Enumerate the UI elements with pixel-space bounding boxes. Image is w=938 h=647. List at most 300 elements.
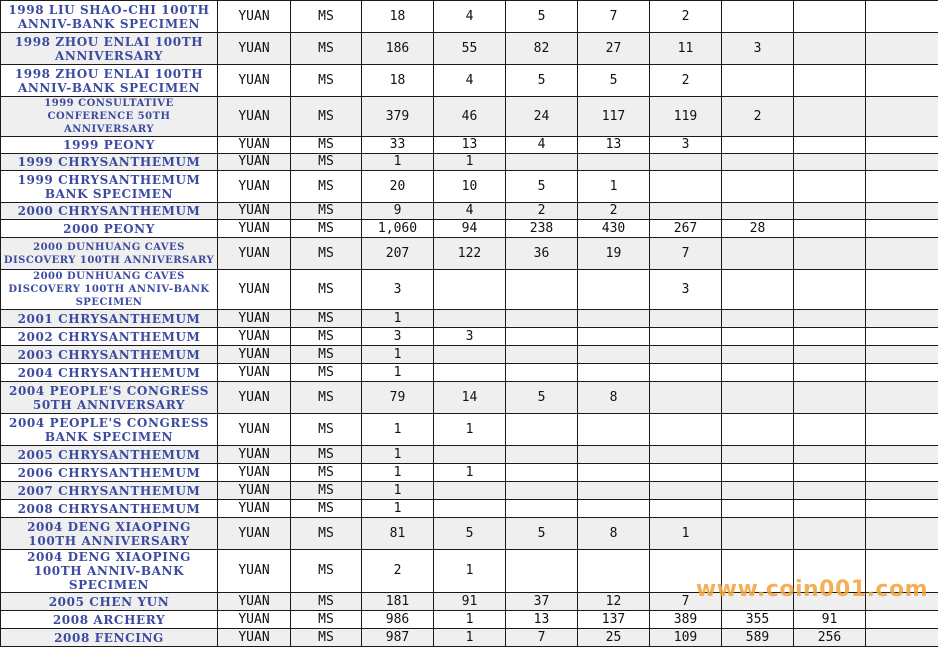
grade-count-cell <box>650 446 722 464</box>
table-row <box>1 346 938 364</box>
grade-count-cell <box>722 364 794 382</box>
table-row <box>1 1 938 33</box>
empty-cell <box>866 137 938 154</box>
grade-count-cell: 1 <box>578 171 650 203</box>
grade-cell: MS <box>291 310 362 328</box>
table-row <box>1 310 938 328</box>
grade-count-cell: 4 <box>434 203 506 220</box>
grade-count-cell <box>506 482 578 500</box>
grade-cell: MS <box>291 611 362 629</box>
coin-name-cell: 2004 DENG XIAOPING 100TH ANNIV-BANK SPECIMEN <box>1 550 218 593</box>
empty-cell <box>866 550 938 593</box>
grade-count-cell <box>794 328 866 346</box>
grade-count-cell: 1 <box>650 518 722 550</box>
grade-count-cell: 8 <box>578 382 650 414</box>
grade-count-cell <box>794 593 866 611</box>
coin-name-cell: 2003 CHRYSANTHEMUM <box>1 346 218 364</box>
grade-count-cell <box>650 382 722 414</box>
grade-count-cell <box>722 1 794 33</box>
grade-count-cell <box>794 65 866 97</box>
empty-cell <box>866 364 938 382</box>
total-cell: 9 <box>362 203 434 220</box>
table-row <box>1 500 938 518</box>
grade-count-cell: 7 <box>578 1 650 33</box>
grade-count-cell <box>794 382 866 414</box>
empty-cell <box>866 482 938 500</box>
grade-count-cell <box>722 482 794 500</box>
grade-count-cell: 1 <box>434 154 506 171</box>
grade-cell: MS <box>291 220 362 238</box>
grade-count-cell <box>506 328 578 346</box>
grade-cell: MS <box>291 33 362 65</box>
grade-count-cell <box>578 310 650 328</box>
grade-count-cell: 4 <box>506 137 578 154</box>
grade-count-cell: 7 <box>650 593 722 611</box>
coin-name-cell: 2004 CHRYSANTHEMUM <box>1 364 218 382</box>
grade-count-cell: 13 <box>578 137 650 154</box>
grade-count-cell: 5 <box>434 518 506 550</box>
coin-name-cell: 2000 DUNHUANG CAVES DISCOVERY 100TH ANNIVERSARY <box>1 238 218 270</box>
table-row <box>1 611 938 629</box>
grade-cell: MS <box>291 1 362 33</box>
unit-cell: YUAN <box>218 629 291 647</box>
table-row <box>1 328 938 346</box>
grade-cell: MS <box>291 550 362 593</box>
unit-cell: YUAN <box>218 328 291 346</box>
unit-cell: YUAN <box>218 65 291 97</box>
grade-count-cell <box>650 203 722 220</box>
grade-count-cell: 3 <box>722 33 794 65</box>
empty-cell <box>866 238 938 270</box>
table-row <box>1 33 938 65</box>
grade-count-cell <box>794 203 866 220</box>
grade-count-cell <box>722 328 794 346</box>
coin-name-cell: 2005 CHEN YUN <box>1 593 218 611</box>
grade-count-cell <box>722 593 794 611</box>
coin-name-cell: 1999 CHRYSANTHEMUM BANK SPECIMEN <box>1 171 218 203</box>
grade-cell: MS <box>291 203 362 220</box>
grade-count-cell <box>722 171 794 203</box>
grade-count-cell <box>722 270 794 310</box>
empty-cell <box>866 611 938 629</box>
table-row <box>1 518 938 550</box>
grade-count-cell <box>794 310 866 328</box>
grade-cell: MS <box>291 414 362 446</box>
empty-cell <box>866 464 938 482</box>
unit-cell: YUAN <box>218 154 291 171</box>
total-cell: 81 <box>362 518 434 550</box>
table-row <box>1 238 938 270</box>
empty-cell <box>866 629 938 647</box>
grade-count-cell: 28 <box>722 220 794 238</box>
grade-count-cell: 13 <box>506 611 578 629</box>
grade-count-cell <box>506 364 578 382</box>
empty-cell <box>866 65 938 97</box>
unit-cell: YUAN <box>218 518 291 550</box>
unit-cell: YUAN <box>218 500 291 518</box>
table-row <box>1 97 938 137</box>
grade-count-cell <box>650 550 722 593</box>
table-row <box>1 270 938 310</box>
total-cell: 207 <box>362 238 434 270</box>
total-cell: 1 <box>362 482 434 500</box>
grade-cell: MS <box>291 171 362 203</box>
grade-count-cell <box>722 137 794 154</box>
grade-count-cell <box>506 154 578 171</box>
grade-count-cell: 24 <box>506 97 578 137</box>
grade-count-cell <box>506 414 578 446</box>
grade-count-cell <box>650 464 722 482</box>
grade-count-cell: 137 <box>578 611 650 629</box>
table-row <box>1 464 938 482</box>
grade-count-cell <box>794 97 866 137</box>
grade-count-cell: 82 <box>506 33 578 65</box>
unit-cell: YUAN <box>218 238 291 270</box>
unit-cell: YUAN <box>218 464 291 482</box>
grade-count-cell <box>506 446 578 464</box>
grade-count-cell <box>434 500 506 518</box>
grade-cell: MS <box>291 137 362 154</box>
grade-cell: MS <box>291 518 362 550</box>
grade-count-cell: 25 <box>578 629 650 647</box>
grade-count-cell <box>794 346 866 364</box>
grade-count-cell <box>794 171 866 203</box>
grade-count-cell <box>794 364 866 382</box>
coin-name-cell: 1999 PEONY <box>1 137 218 154</box>
unit-cell: YUAN <box>218 171 291 203</box>
grade-cell: MS <box>291 500 362 518</box>
grade-cell: MS <box>291 482 362 500</box>
coin-name-cell: 2000 DUNHUANG CAVES DISCOVERY 100TH ANNIV-BANK SPECIMEN <box>1 270 218 310</box>
unit-cell: YUAN <box>218 1 291 33</box>
table-body <box>1 1 938 647</box>
grade-count-cell <box>650 310 722 328</box>
grade-count-cell: 355 <box>722 611 794 629</box>
grade-count-cell <box>434 446 506 464</box>
grade-count-cell <box>578 414 650 446</box>
grade-count-cell <box>794 270 866 310</box>
grade-count-cell: 389 <box>650 611 722 629</box>
grade-count-cell: 589 <box>722 629 794 647</box>
unit-cell: YUAN <box>218 593 291 611</box>
total-cell: 79 <box>362 382 434 414</box>
total-cell: 1,060 <box>362 220 434 238</box>
table-row <box>1 203 938 220</box>
grade-count-cell: 14 <box>434 382 506 414</box>
total-cell: 3 <box>362 328 434 346</box>
grade-cell: MS <box>291 629 362 647</box>
grade-count-cell <box>650 328 722 346</box>
grade-count-cell: 3 <box>650 137 722 154</box>
grade-count-cell: 2 <box>506 203 578 220</box>
grade-cell: MS <box>291 238 362 270</box>
table-row <box>1 629 938 647</box>
table-row <box>1 364 938 382</box>
empty-cell <box>866 593 938 611</box>
grade-count-cell <box>722 518 794 550</box>
table-row <box>1 446 938 464</box>
grade-count-cell <box>794 33 866 65</box>
total-cell: 1 <box>362 154 434 171</box>
grade-count-cell: 2 <box>722 97 794 137</box>
grade-cell: MS <box>291 346 362 364</box>
coin-name-cell: 1998 ZHOU ENLAI 100TH ANNIV-BANK SPECIMEN <box>1 65 218 97</box>
unit-cell: YUAN <box>218 97 291 137</box>
coin-name-cell: 2004 DENG XIAOPING 100TH ANNIVERSARY <box>1 518 218 550</box>
grade-count-cell <box>722 238 794 270</box>
grade-count-cell <box>578 500 650 518</box>
empty-cell <box>866 310 938 328</box>
grade-count-cell <box>650 414 722 446</box>
coin-name-cell: 1998 ZHOU ENLAI 100TH ANNIVERSARY <box>1 33 218 65</box>
empty-cell <box>866 270 938 310</box>
total-cell: 1 <box>362 446 434 464</box>
total-cell: 987 <box>362 629 434 647</box>
grade-count-cell: 4 <box>434 1 506 33</box>
grade-count-cell: 13 <box>434 137 506 154</box>
grade-count-cell <box>506 270 578 310</box>
table-row <box>1 382 938 414</box>
grade-count-cell <box>506 464 578 482</box>
total-cell: 1 <box>362 464 434 482</box>
grade-count-cell <box>578 154 650 171</box>
watermark-logo: www.coin001.com <box>696 577 928 602</box>
table-row <box>1 171 938 203</box>
grade-count-cell <box>722 464 794 482</box>
grade-count-cell <box>434 482 506 500</box>
unit-cell: YUAN <box>218 203 291 220</box>
total-cell: 379 <box>362 97 434 137</box>
table-row <box>1 65 938 97</box>
grade-count-cell: 5 <box>506 1 578 33</box>
grade-count-cell <box>578 464 650 482</box>
grade-count-cell <box>650 500 722 518</box>
grade-count-cell: 267 <box>650 220 722 238</box>
empty-cell <box>866 171 938 203</box>
grade-count-cell: 1 <box>434 464 506 482</box>
grade-count-cell <box>794 238 866 270</box>
grade-count-cell <box>578 550 650 593</box>
coin-name-cell: 2002 CHRYSANTHEMUM <box>1 328 218 346</box>
grade-count-cell: 91 <box>434 593 506 611</box>
grade-count-cell: 2 <box>650 65 722 97</box>
total-cell: 33 <box>362 137 434 154</box>
grade-count-cell: 12 <box>578 593 650 611</box>
grade-count-cell <box>722 65 794 97</box>
grade-count-cell: 2 <box>578 203 650 220</box>
grade-count-cell: 55 <box>434 33 506 65</box>
grade-count-cell <box>722 310 794 328</box>
unit-cell: YUAN <box>218 611 291 629</box>
grade-count-cell <box>722 203 794 220</box>
grade-count-cell <box>506 346 578 364</box>
empty-cell <box>866 500 938 518</box>
grade-count-cell <box>794 464 866 482</box>
grade-count-cell: 1 <box>434 550 506 593</box>
coin-name-cell: 2001 CHRYSANTHEMUM <box>1 310 218 328</box>
coin-name-cell: 1999 CHRYSANTHEMUM <box>1 154 218 171</box>
unit-cell: YUAN <box>218 33 291 65</box>
empty-cell <box>866 1 938 33</box>
grade-count-cell <box>794 414 866 446</box>
unit-cell: YUAN <box>218 382 291 414</box>
grade-count-cell <box>650 364 722 382</box>
table-row <box>1 550 938 593</box>
table-row <box>1 482 938 500</box>
grade-count-cell <box>722 346 794 364</box>
grade-count-cell <box>722 382 794 414</box>
coin-name-cell: 2006 CHRYSANTHEMUM <box>1 464 218 482</box>
grade-count-cell: 5 <box>506 65 578 97</box>
grade-count-cell: 1 <box>434 611 506 629</box>
coin-name-cell: 2007 CHRYSANTHEMUM <box>1 482 218 500</box>
grade-count-cell: 1 <box>434 629 506 647</box>
coin-name-cell: 2005 CHRYSANTHEMUM <box>1 446 218 464</box>
grade-count-cell: 19 <box>578 238 650 270</box>
grade-count-cell <box>794 1 866 33</box>
total-cell: 18 <box>362 1 434 33</box>
grade-count-cell: 5 <box>506 171 578 203</box>
grade-count-cell: 119 <box>650 97 722 137</box>
empty-cell <box>866 346 938 364</box>
total-cell: 18 <box>362 65 434 97</box>
empty-cell <box>866 33 938 65</box>
coin-name-cell: 2008 CHRYSANTHEMUM <box>1 500 218 518</box>
grade-cell: MS <box>291 364 362 382</box>
grade-count-cell <box>434 364 506 382</box>
total-cell: 986 <box>362 611 434 629</box>
grade-count-cell: 3 <box>650 270 722 310</box>
grade-count-cell <box>578 270 650 310</box>
empty-cell <box>866 518 938 550</box>
grade-count-cell <box>506 550 578 593</box>
table-row <box>1 220 938 238</box>
unit-cell: YUAN <box>218 364 291 382</box>
coin-name-cell: 2004 PEOPLE'S CONGRESS 50TH ANNIVERSARY <box>1 382 218 414</box>
unit-cell: YUAN <box>218 220 291 238</box>
grade-count-cell <box>650 346 722 364</box>
empty-cell <box>866 97 938 137</box>
grade-count-cell: 7 <box>506 629 578 647</box>
grade-count-cell: 11 <box>650 33 722 65</box>
empty-cell <box>866 382 938 414</box>
total-cell: 20 <box>362 171 434 203</box>
grade-count-cell <box>722 414 794 446</box>
table-row <box>1 154 938 171</box>
grade-cell: MS <box>291 464 362 482</box>
grade-count-cell <box>794 482 866 500</box>
unit-cell: YUAN <box>218 137 291 154</box>
grade-count-cell <box>578 346 650 364</box>
coin-name-cell: 2008 ARCHERY <box>1 611 218 629</box>
coin-name-cell: 2008 FENCING <box>1 629 218 647</box>
grade-count-cell <box>722 154 794 171</box>
grade-count-cell <box>506 500 578 518</box>
grade-count-cell <box>650 482 722 500</box>
grade-count-cell <box>794 550 866 593</box>
grade-count-cell <box>794 220 866 238</box>
table-row <box>1 414 938 446</box>
unit-cell: YUAN <box>218 310 291 328</box>
empty-cell <box>866 220 938 238</box>
unit-cell: YUAN <box>218 482 291 500</box>
grade-count-cell <box>722 550 794 593</box>
total-cell: 1 <box>362 414 434 446</box>
grade-count-cell: 5 <box>578 65 650 97</box>
total-cell: 1 <box>362 500 434 518</box>
grade-count-cell: 37 <box>506 593 578 611</box>
grade-count-cell: 5 <box>506 382 578 414</box>
empty-cell <box>866 446 938 464</box>
empty-cell <box>866 203 938 220</box>
grade-count-cell: 2 <box>650 1 722 33</box>
grade-count-cell: 1 <box>434 414 506 446</box>
grade-cell: MS <box>291 328 362 346</box>
unit-cell: YUAN <box>218 270 291 310</box>
total-cell: 3 <box>362 270 434 310</box>
grade-count-cell <box>794 446 866 464</box>
grade-count-cell: 36 <box>506 238 578 270</box>
grade-count-cell: 27 <box>578 33 650 65</box>
total-cell: 186 <box>362 33 434 65</box>
grade-count-cell: 430 <box>578 220 650 238</box>
table-row <box>1 137 938 154</box>
grade-count-cell <box>506 310 578 328</box>
empty-cell <box>866 328 938 346</box>
total-cell: 181 <box>362 593 434 611</box>
grade-count-cell: 122 <box>434 238 506 270</box>
unit-cell: YUAN <box>218 550 291 593</box>
grade-count-cell: 3 <box>434 328 506 346</box>
grade-count-cell: 5 <box>506 518 578 550</box>
grade-count-cell <box>794 137 866 154</box>
grade-count-cell: 91 <box>794 611 866 629</box>
grade-count-cell <box>794 500 866 518</box>
total-cell: 2 <box>362 550 434 593</box>
grade-count-cell: 46 <box>434 97 506 137</box>
grade-cell: MS <box>291 446 362 464</box>
grade-count-cell <box>722 500 794 518</box>
coin-name-cell: 1999 CONSULTATIVE CONFERENCE 50TH ANNIVERSARY <box>1 97 218 137</box>
grade-count-cell <box>578 364 650 382</box>
total-cell: 1 <box>362 310 434 328</box>
grade-cell: MS <box>291 154 362 171</box>
grade-cell: MS <box>291 382 362 414</box>
grade-count-cell: 94 <box>434 220 506 238</box>
unit-cell: YUAN <box>218 414 291 446</box>
grade-cell: MS <box>291 270 362 310</box>
grade-count-cell <box>578 328 650 346</box>
grade-count-cell: 7 <box>650 238 722 270</box>
grade-cell: MS <box>291 97 362 137</box>
coin-name-cell: 2000 CHRYSANTHEMUM <box>1 203 218 220</box>
unit-cell: YUAN <box>218 446 291 464</box>
grade-count-cell <box>794 154 866 171</box>
empty-cell <box>866 414 938 446</box>
coin-name-cell: 1998 LIU SHAO-CHI 100TH ANNIV-BANK SPECIMEN <box>1 1 218 33</box>
grade-count-cell <box>434 310 506 328</box>
grade-count-cell: 109 <box>650 629 722 647</box>
grade-count-cell: 238 <box>506 220 578 238</box>
grade-cell: MS <box>291 65 362 97</box>
grade-cell: MS <box>291 593 362 611</box>
grade-count-cell <box>650 171 722 203</box>
grade-count-cell <box>434 270 506 310</box>
grade-count-cell <box>650 154 722 171</box>
total-cell: 1 <box>362 364 434 382</box>
table-row <box>1 593 938 611</box>
grade-count-cell: 4 <box>434 65 506 97</box>
